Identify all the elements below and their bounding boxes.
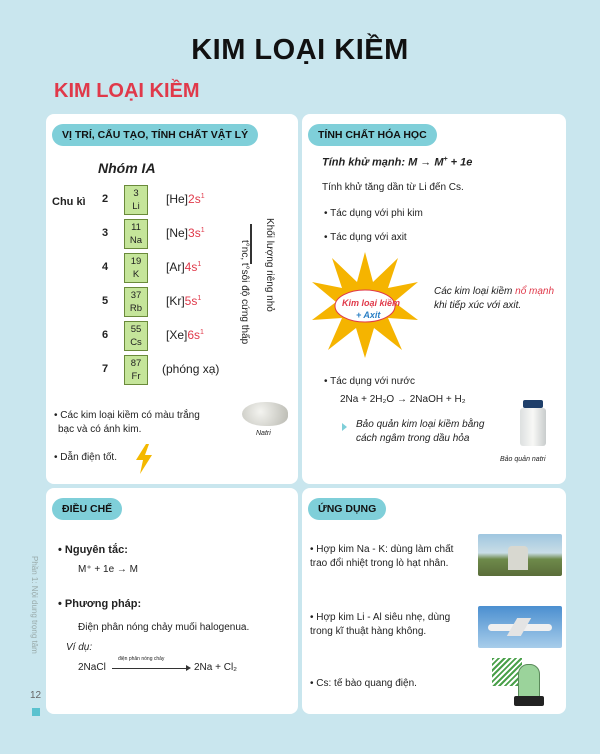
bullet-conduct: • Dẫn điện tốt. (54, 452, 117, 463)
period-number: 5 (102, 295, 109, 307)
bullet-color-cont: bạc và có ánh kim. (58, 424, 142, 435)
element-symbol: Fr (131, 371, 141, 382)
period-label: Chu kì (52, 196, 86, 208)
bullet-water: • Tác dụng với nước (324, 376, 415, 387)
app-nak: • Hợp kim Na - K: dùng làm chất (310, 544, 454, 555)
example-label: Ví dụ: (66, 642, 93, 653)
bullet-nonmetal: • Tác dụng với phi kim (324, 208, 423, 219)
pt-row (102, 252, 232, 286)
element-symbol: Cs (130, 337, 142, 348)
element-symbol: Li (132, 201, 140, 212)
electron-config: $[He]2s^1$ (166, 192, 205, 206)
method-text: Điện phân nóng chảy muối halogenua. (78, 622, 250, 633)
natri-image (242, 402, 288, 426)
pt-row (102, 218, 232, 252)
nacl-products: 2Na + Cl₂ (194, 662, 238, 673)
period-number: 7 (102, 363, 109, 375)
down-arrow-icon (250, 224, 252, 264)
atomic-number: 55 (130, 324, 142, 335)
atomic-number: 19 (130, 256, 142, 267)
bullet-color: • Các kim loại kiềm có màu trắng (54, 410, 200, 421)
principle-equation: M⁺ + 1e → M (78, 564, 139, 575)
arrow-head-icon (186, 665, 191, 671)
element-cell (124, 355, 148, 385)
water-equation: 2Na + 2H₂O → 2NaOH + H₂ (340, 394, 466, 405)
atomic-number: 3 (133, 188, 139, 199)
element-symbol: K (132, 269, 140, 280)
panel-preparation (46, 488, 298, 714)
app-nak-cont: trao đổi nhiệt trong lò hạt nhân. (310, 558, 449, 569)
reactor-image (478, 534, 562, 576)
airplane-image (478, 606, 562, 648)
burst-acid: + Axit (356, 310, 381, 320)
pt-row (102, 184, 232, 218)
nacl-reactant: 2NaCl (78, 662, 106, 673)
element-cell (124, 321, 148, 351)
page-subtitle: KIM LOẠI KIỀM (54, 80, 200, 102)
tag-applications: ỨNG DỤNG (308, 498, 386, 520)
period-number: 4 (102, 261, 109, 273)
group-label: Nhóm IA (98, 160, 156, 176)
element-symbol: Na (129, 235, 143, 246)
principle-heading: • Nguyên tắc: (58, 544, 128, 556)
electron-config: $[Kr]5s^1$ (166, 294, 202, 308)
lightning-icon (134, 444, 154, 474)
storage-note: Bảo quản kim loại kiềm bằng (356, 419, 485, 430)
tag-preparation: ĐIỀU CHẾ (52, 498, 122, 520)
reducing-heading: Tính khử mạnh: M → M+ + 1e (322, 156, 473, 169)
melting-note: t°nc, t°sôi độ cứng thấp (239, 240, 250, 345)
atomic-number: 87 (130, 358, 142, 369)
atomic-number: 37 (130, 290, 142, 301)
pt-row (102, 354, 232, 388)
element-symbol: Rb (129, 303, 143, 314)
element-cell (124, 287, 148, 317)
electron-config: $[Ar]4s^1$ (166, 260, 202, 274)
explosion-note-cont: khi tiếp xúc với axit. (434, 300, 522, 311)
period-number: 3 (102, 227, 109, 239)
element-cell (124, 185, 148, 215)
page-title: KIM LOẠI KIỀM (191, 34, 409, 66)
trend-line: Tính khử tăng dần từ Li đến Cs. (322, 182, 464, 193)
app-lial: • Hợp kim Li - Al siêu nhẹ, dùng (310, 612, 451, 623)
burst-label: Kim loại kiềm (342, 298, 401, 308)
explosion-note: Các kim loại kiềm nổ mạnh (434, 286, 555, 297)
jar-image (520, 400, 546, 446)
bullet-acid: • Tác dụng với axit (324, 232, 407, 243)
app-lial-cont: trong kĩ thuật hàng không. (310, 626, 427, 637)
element-cell (124, 253, 148, 283)
electron-config: $[Ne]3s^1$ (166, 226, 205, 240)
method-heading: • Phương pháp: (58, 598, 142, 610)
storage-note-cont: cách ngâm trong dầu hỏa (356, 433, 470, 444)
jar-caption: Bảo quản natri (500, 456, 546, 463)
page-number: 12 (30, 690, 42, 701)
panel-position (46, 114, 298, 484)
electrolysis-label: điện phân nóng chảy (118, 656, 165, 662)
panel-chemical (302, 114, 566, 484)
page-marker (32, 708, 40, 716)
element-cell (124, 219, 148, 249)
tag-position: VỊ TRÍ, CẤU TẠO, TÍNH CHẤT VẬT LÝ (52, 124, 258, 146)
reaction-arrow (112, 668, 188, 669)
photocell-image (492, 658, 558, 712)
electron-config: $[Xe]6s^1$ (166, 328, 204, 342)
panel-applications (302, 488, 566, 714)
period-number: 6 (102, 329, 109, 341)
tag-chemical: TÍNH CHẤT HÓA HỌC (308, 124, 437, 146)
electron-config: (phóng xạ) (162, 362, 220, 376)
pt-row (102, 320, 232, 354)
period-number: 2 (102, 193, 109, 205)
pt-row (102, 286, 232, 320)
side-section-text: Phần 1: Nội dung trọng tâm (30, 556, 39, 654)
atomic-number: 11 (131, 222, 141, 233)
density-note: Khối lượng riêng nhỏ (264, 218, 275, 312)
app-cs: • Cs: tế bào quang điện. (310, 678, 417, 689)
triangle-bullet-icon (342, 423, 347, 431)
natri-caption: Natri (256, 430, 271, 437)
